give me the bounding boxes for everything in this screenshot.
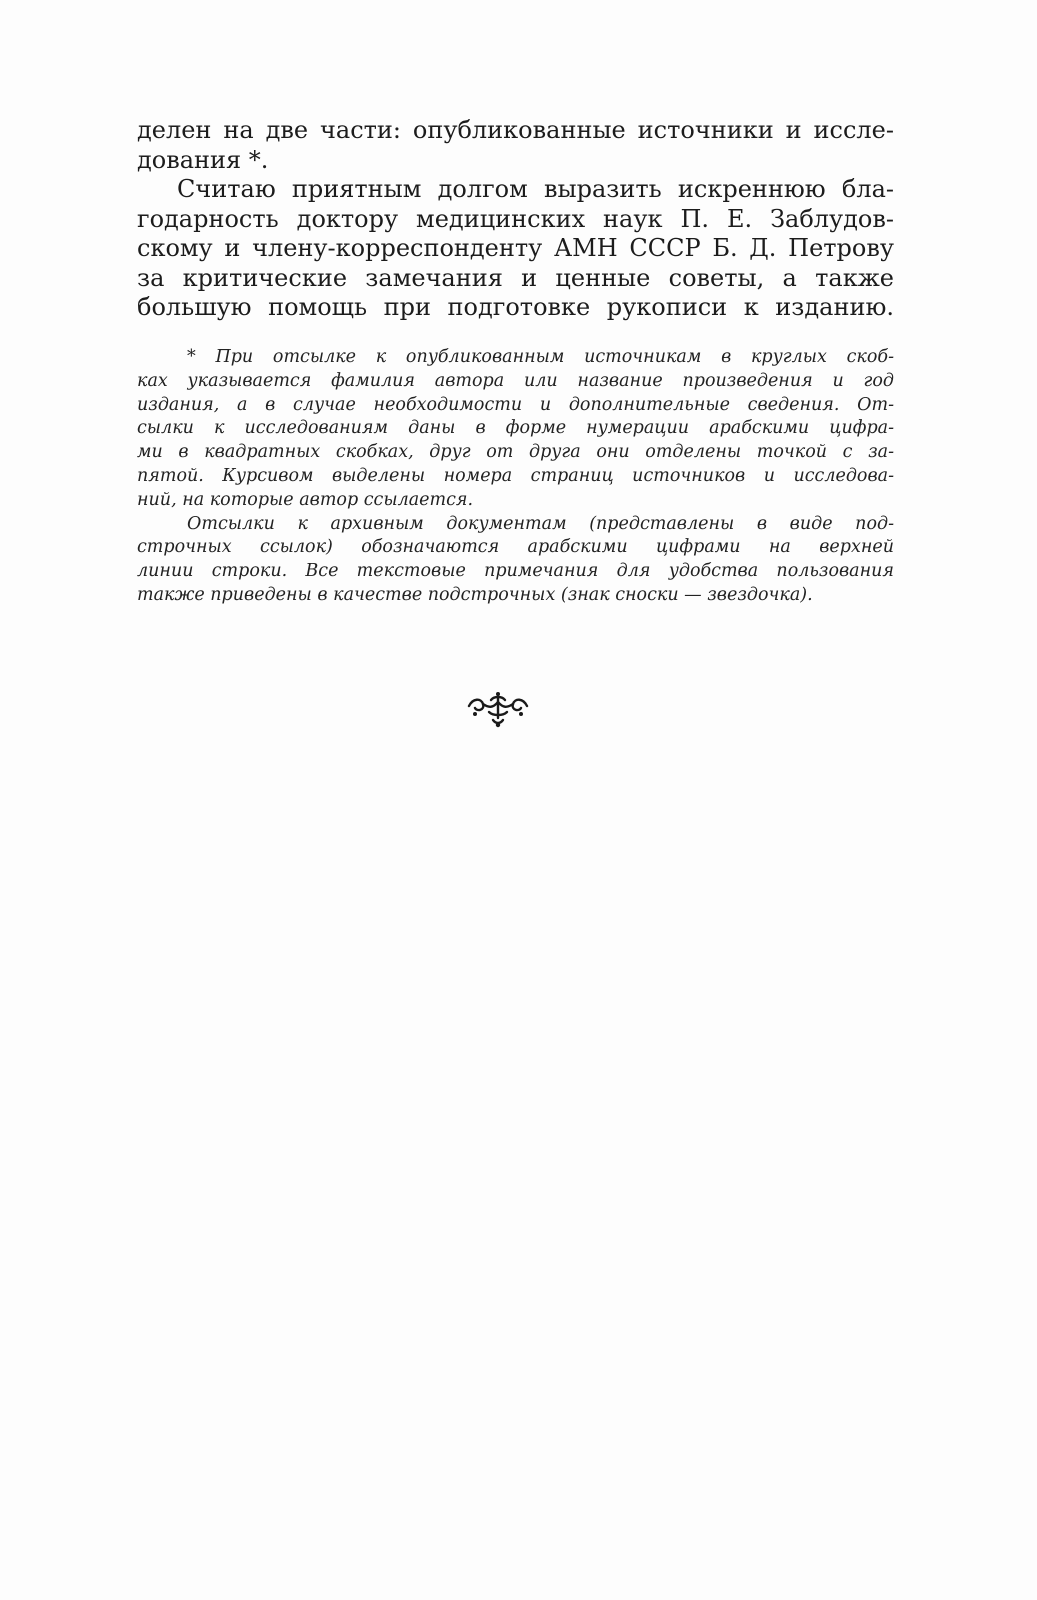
main-text-line: дования *. (137, 145, 269, 174)
footnote-line: * При отсылке к опубликованным источникам в круглых скоб- (187, 347, 894, 367)
main-text-line: за критические замечания и ценные советы, а также (137, 263, 894, 292)
footnote-line: строчных ссылок) обозначаются арабскими цифрами на верхней (137, 537, 894, 558)
main-text-line: делен на две части: опубликованные источники и иссле- (137, 116, 894, 144)
footnote-line: ми в квадратных скобках, друг от друга они отделены точкой с за- (137, 442, 894, 463)
footnote-line: издания, а в случае необходимости и дополнительные сведения. От- (137, 394, 894, 415)
footnote-line: ний, на которые автор ссылается. (137, 489, 474, 510)
main-text-line: Считаю приятным долгом выразить искреннюю бла- (177, 175, 894, 203)
footnote-line: сылки к исследованиям даны в форме нумерации арабскими цифра- (137, 418, 894, 439)
main-text-line: большую помощь при подготовке рукописи к изданию. (137, 293, 894, 321)
footnote-line: линии строки. Все текстовые примечания для удобства пользования (137, 561, 894, 582)
footnote-line: Отсылки к архивным документам (представлены в виде под- (187, 513, 894, 534)
footnote-line: также приведены в качестве подстрочных (знак сноски — звездочка). (137, 584, 813, 605)
main-text-line: скому и члену-корреспонденту АМН СССР Б. Д. Петрову (137, 234, 894, 262)
footnote (137, 346, 894, 608)
footnote-line: ках указывается фамилия автора или название произведения и год (137, 370, 894, 391)
main-text-line: годарность доктору медицинских наук П. Е. Заблудов- (137, 204, 894, 233)
main-text (137, 116, 894, 323)
footnote-line: пятой. Курсивом выделены номера страниц источников и исследова- (137, 465, 894, 486)
floral-ornament-icon (463, 690, 533, 730)
